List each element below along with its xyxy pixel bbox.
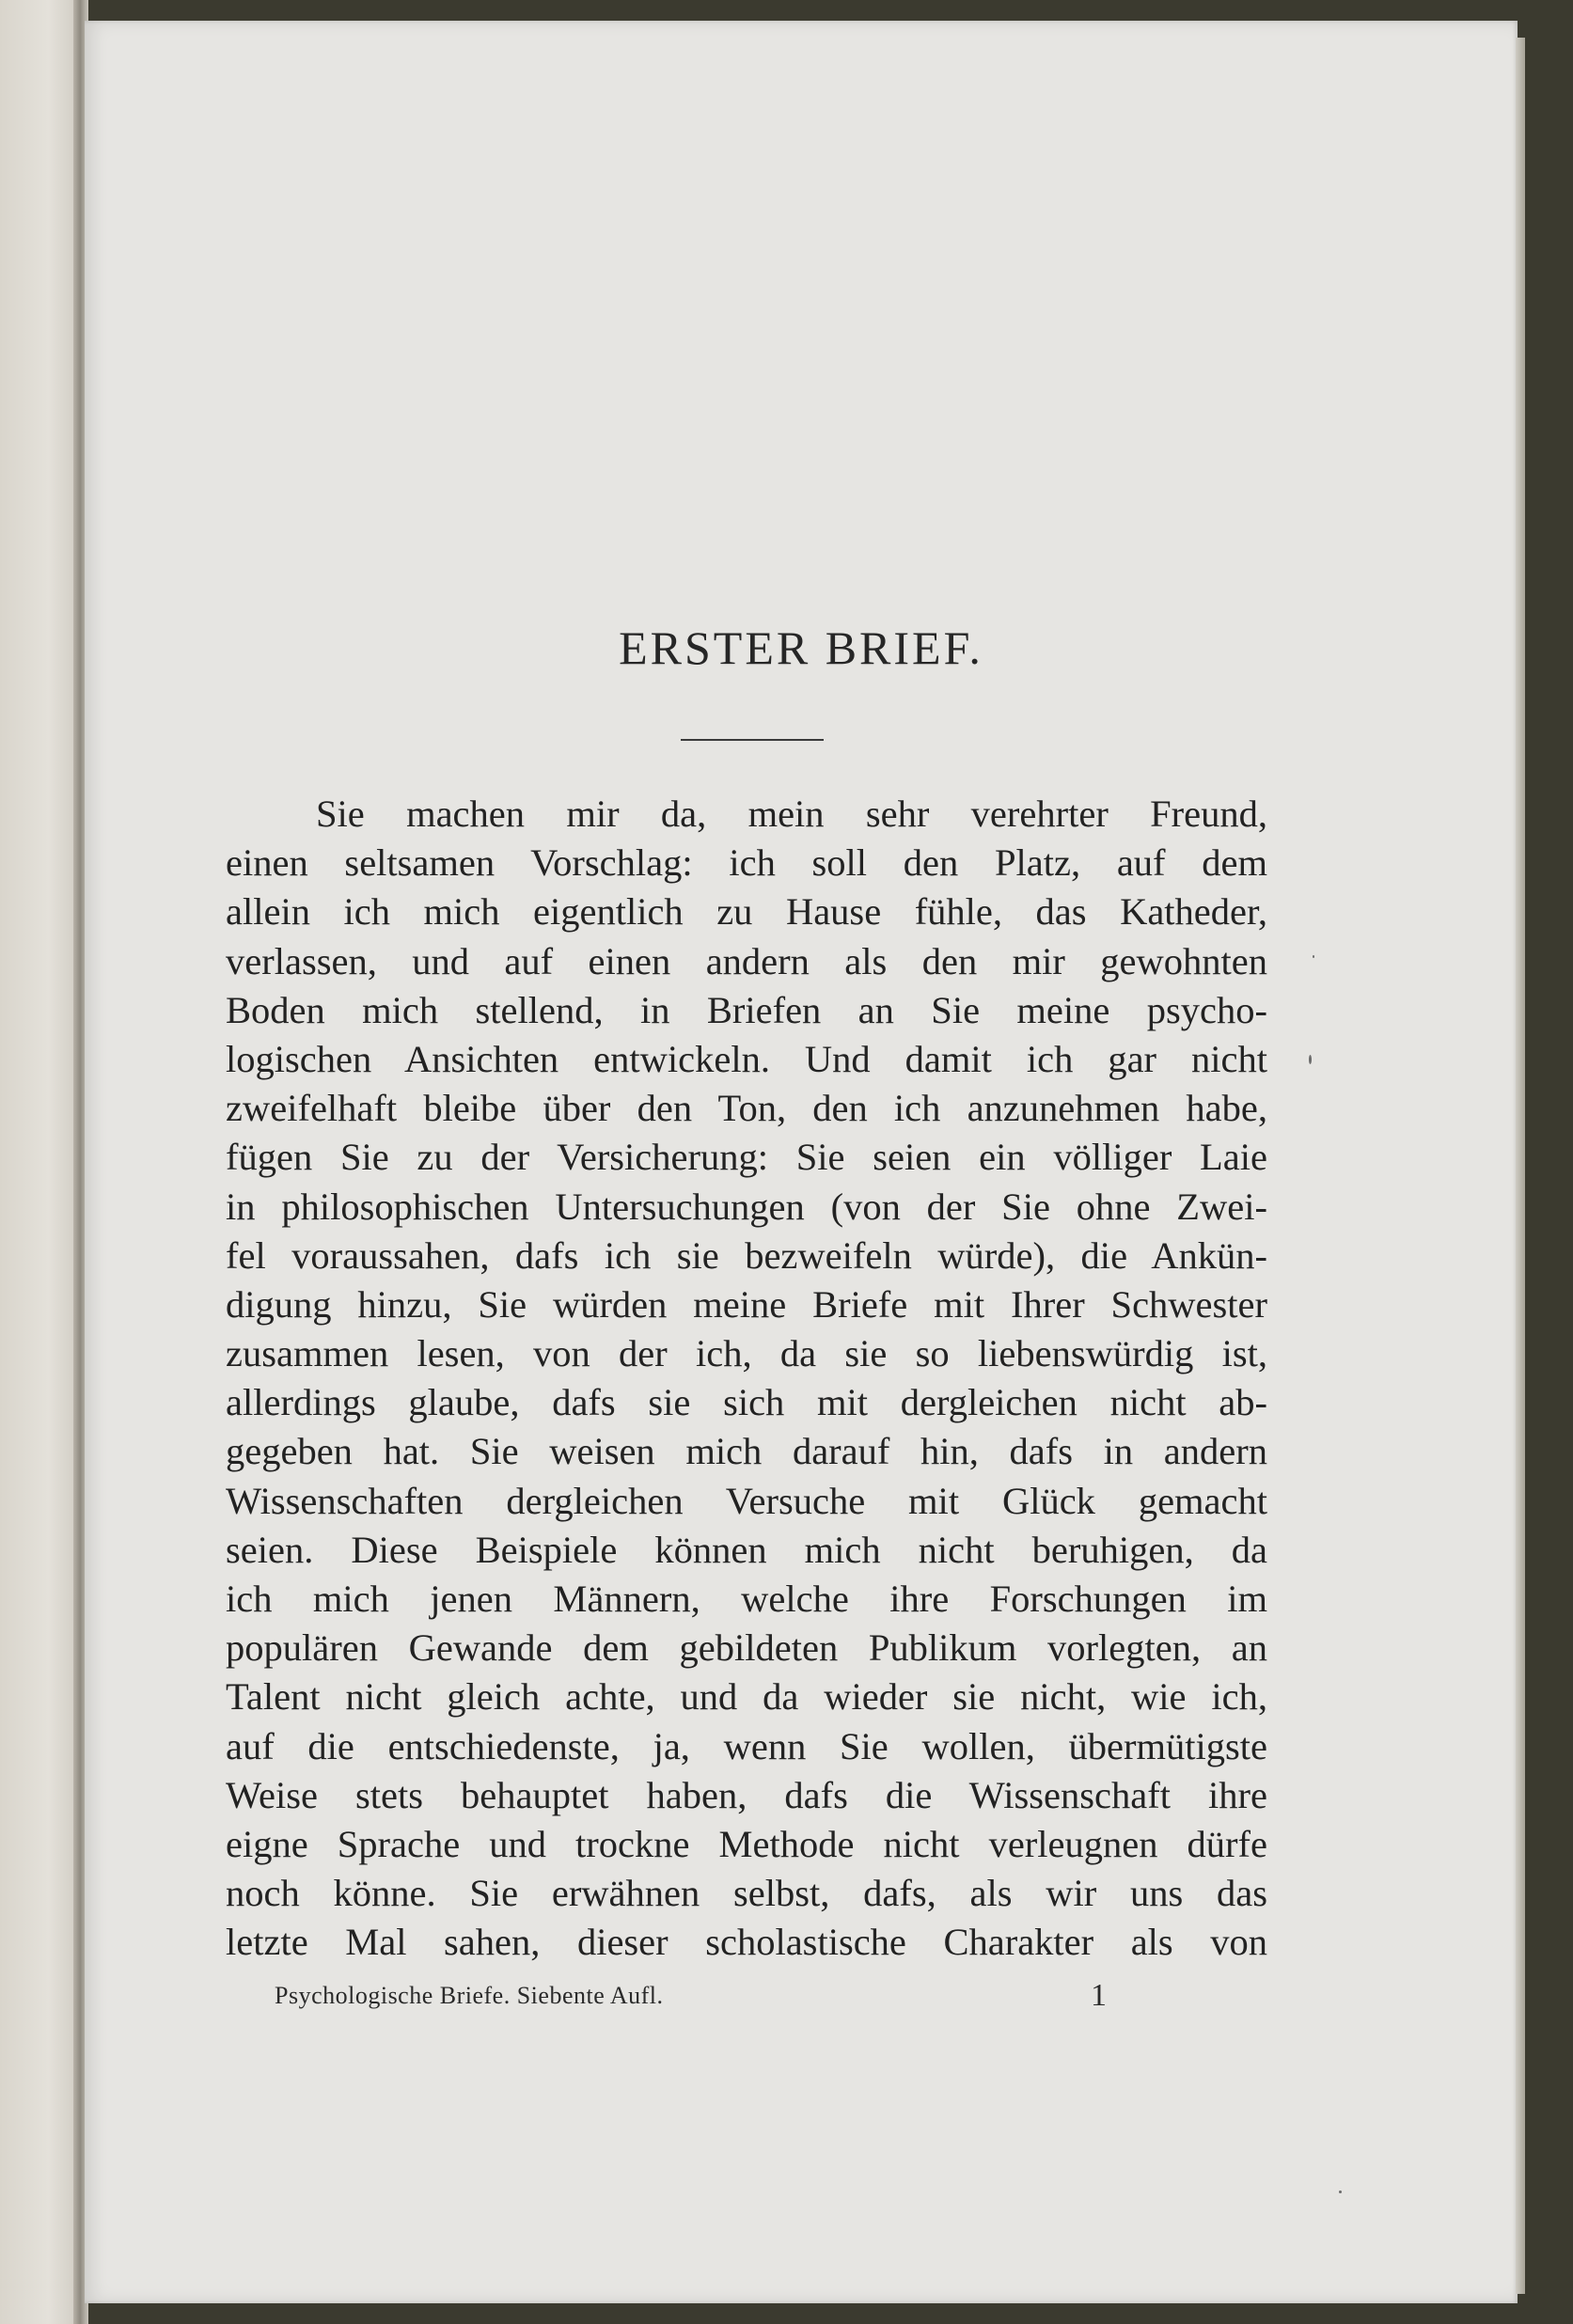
text-line: digung hinzu, Sie würden meine Briefe mit Ihrer Schwester bbox=[226, 1282, 1267, 1326]
text-line: in philosophischen Untersuchungen (von der Sie ohne Zwei- bbox=[226, 1185, 1267, 1228]
text-line: verlassen, und auf einen andern als den mir gewohnten bbox=[226, 939, 1267, 982]
paper-speck bbox=[1309, 1055, 1312, 1064]
text-line: seien. Diese Beispiele können mich nicht beruhigen, da bbox=[226, 1528, 1267, 1571]
text-line: ich mich jenen Männern, welche ihre Forschungen im bbox=[226, 1578, 1267, 1620]
text-line: Wissenschaften dergleichen Versuche mit Glück gemacht bbox=[226, 1479, 1267, 1522]
text-line: logischen Ansichten entwickeln. Und damit ich gar nicht bbox=[226, 1037, 1267, 1080]
text-line: allein ich mich eigentlich zu Hause fühle, das Katheder, bbox=[226, 890, 1267, 934]
page-number: 1 bbox=[1091, 1978, 1107, 2013]
facing-page-edge bbox=[0, 0, 81, 2324]
text-line: gegeben hat. Sie weisen mich darauf hin, dafs in andern bbox=[226, 1430, 1267, 1473]
title-rule bbox=[681, 739, 824, 741]
text-line: allerdings glaube, dafs sie sich mit dergleichen nicht ab- bbox=[226, 1381, 1267, 1424]
paper-speck bbox=[1313, 955, 1314, 958]
text-line: einen seltsamen Vorschlag: ich soll den Platz, auf dem bbox=[226, 841, 1267, 885]
text-line: auf die entschiedenste, ja, wenn Sie wollen, übermütigste bbox=[226, 1724, 1267, 1767]
paper-speck bbox=[1339, 2191, 1342, 2193]
text-line: Talent nicht gleich achte, und da wieder sie nicht, wie ich, bbox=[226, 1675, 1267, 1719]
text-line: eigne Sprache und trockne Methode nicht verleugnen dürfe bbox=[226, 1822, 1267, 1865]
text-line: noch könne. Sie erwähnen selbst, dafs, als wir uns das bbox=[226, 1872, 1267, 1915]
page-stack-edge bbox=[1516, 38, 1525, 2294]
text-line: letzte Mal sahen, dieser scholastische Charakter als von bbox=[226, 1921, 1267, 1964]
signature-line: Psychologische Briefe. Siebente Aufl. bbox=[275, 1982, 664, 2009]
text-line: zusammen lesen, von der ich, da sie so liebenswürdig ist, bbox=[226, 1332, 1267, 1375]
text-line: fügen Sie zu der Versicherung: Sie seien ein völliger Laie bbox=[226, 1136, 1267, 1179]
text-line: fel voraussahen, dafs ich sie bezweifeln würde), die Ankün- bbox=[226, 1233, 1267, 1277]
body-paragraph bbox=[226, 790, 1267, 1968]
text-line: populären Gewande dem gebildeten Publikum vorlegten, an bbox=[226, 1626, 1267, 1670]
text-line: Weise stets behauptet haben, dafs die Wissenschaft ihre bbox=[226, 1773, 1267, 1816]
text-line: Sie machen mir da, mein sehr verehrter Freund, bbox=[316, 793, 1267, 835]
text-line: zweifelhaft bleibe über den Ton, den ich anzunehmen habe, bbox=[226, 1087, 1267, 1130]
text-line: Boden mich stellend, in Briefen an Sie meine psycho- bbox=[226, 988, 1267, 1031]
chapter-title: ERSTER BRIEF. bbox=[619, 621, 983, 674]
